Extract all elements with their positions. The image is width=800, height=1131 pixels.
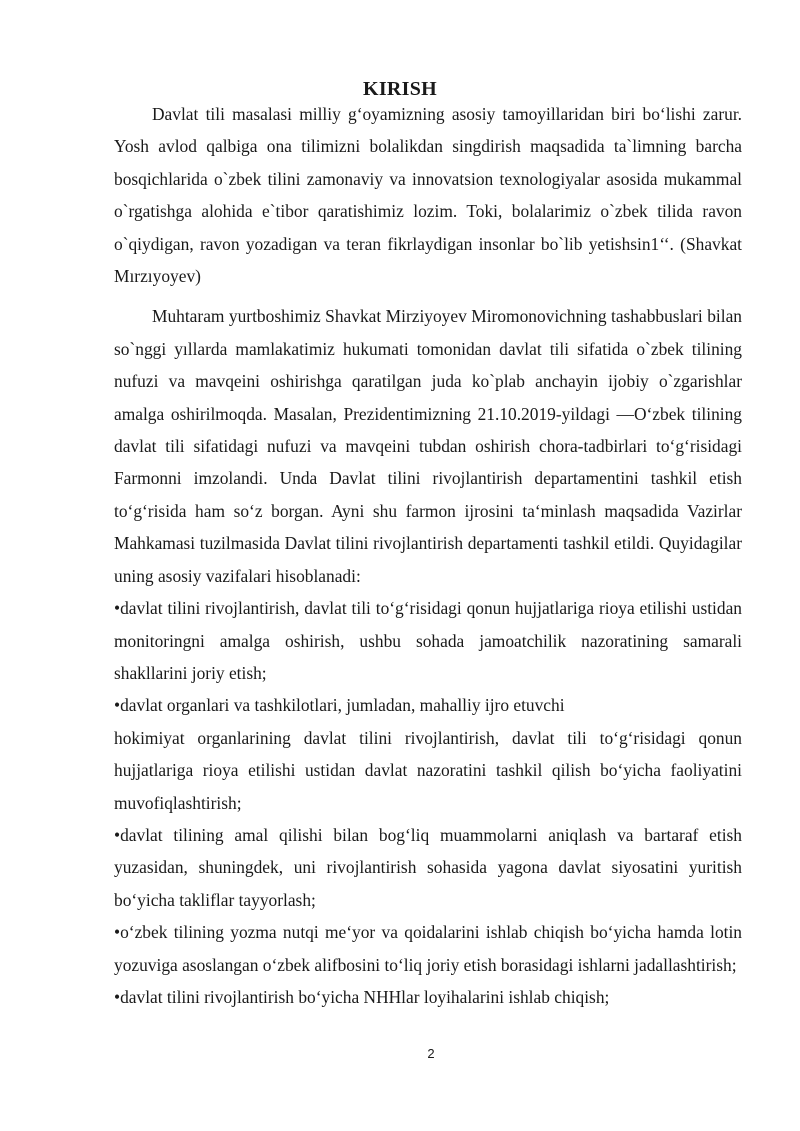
bullet-item-organs-continued: hokimiyat organlarining davlat tilini rivojlantirish, davlat tili to‘g‘risidagi qonun hujjatlariga rioya etilishi ustidan davlat nazoratini tashkil qilish bo‘yicha faoliyatini muvofiqlashtirish; (114, 727, 742, 813)
bullet-item-ngo-projects: •davlat tilini rivojlantirish bo‘yicha NHHlar loyihalarini ishlab chiqish; (114, 986, 610, 1007)
bullet-item-monitoring: •davlat tilini rivojlantirish, davlat tili to‘g‘risidagi qonun hujjatlariga rioya etilishi ustidan monitoringni amalga oshirish, ushbu sohada jamoatchilik nazoratining samarali shakllarini joriy etish; (114, 598, 742, 683)
bullet-item-written-norms: •o‘zbek tilining yozma nutqi me‘yor va qoidalarini ishlab chiqish bo‘yicha hamda lotin yozuviga asoslangan o‘zbek alifbosini to‘liq joriy etish borasidagi ishlarni jadallashtirish; (114, 922, 742, 975)
page-number: 2 (427, 1046, 435, 1061)
body-paragraph: Muhtaram yurtboshimiz Shavkat Mirziyoyev Miromonovichning tashabbuslari bilan so`nggi yıllarda mamlakatimiz hukumati tomonidan davlat tili sifatida o`zbek tilining nufuzi va mavqeini oshirishga qaratilgan juda ko`plab anchayin ijobiy o`zgarishlar amalga oshirilmoqda. Masalan, Prezidentimizning 21.10.2019-yildagi ―O‘zbek tilining davlat tili sifatidagi nufuzi va mavqeini tubdan oshirish chora-tadbirlari to‘g‘risidagi Farmonni imzolandi. Unda Davlat tilini rivojlantirish departamentini tashkil etish to‘g‘risida ham so‘z borgan. Ayni shu farmon ijrosini ta‘minlash maqsadida Vazirlar Mahkamasi tuzilmasida Davlat tilini rivojlantirish departamenti tashkil etildi. Quyidagilar uning asosiy vazifalari hisoblanadi: (114, 306, 742, 586)
page-title: KIRISH (362, 78, 438, 100)
bullet-item-organs: •davlat organlari va tashkilotlari, jumladan, mahalliy ijro etuvchi (114, 695, 565, 716)
bullet-item-problems: •davlat tilining amal qilishi bilan bog‘liq muammolarni aniqlash va bartaraf etish yuzasidan, shuningdek, uni rivojlantirish sohasida yagona davlat siyosatini yuritish bo‘yicha takliflar tayyorlash; (114, 824, 742, 910)
intro-quote-paragraph: Davlat tili masalasi milliy g‘oyamizning asosiy tamoyillaridan biri bo‘lishi zarur. Yosh avlod qalbiga ona tilimizni bolalikdan singdirish maqsadida ta`limning barcha bosqichlarida o`zbek tilini zamonaviy va innovatsion texnologiyalar asosida mukammal o`rgatishga alohida e`tibor qaratishimiz lozim. Toki, bolalarimiz o`zbek tilida ravon o`qiydigan, ravon yozadigan va teran fikrlaydigan insonlar bo`lib yetishsin1‘‘. (Shavkat Mırzıyoyev) (114, 104, 742, 287)
document-body (114, 98, 742, 1013)
